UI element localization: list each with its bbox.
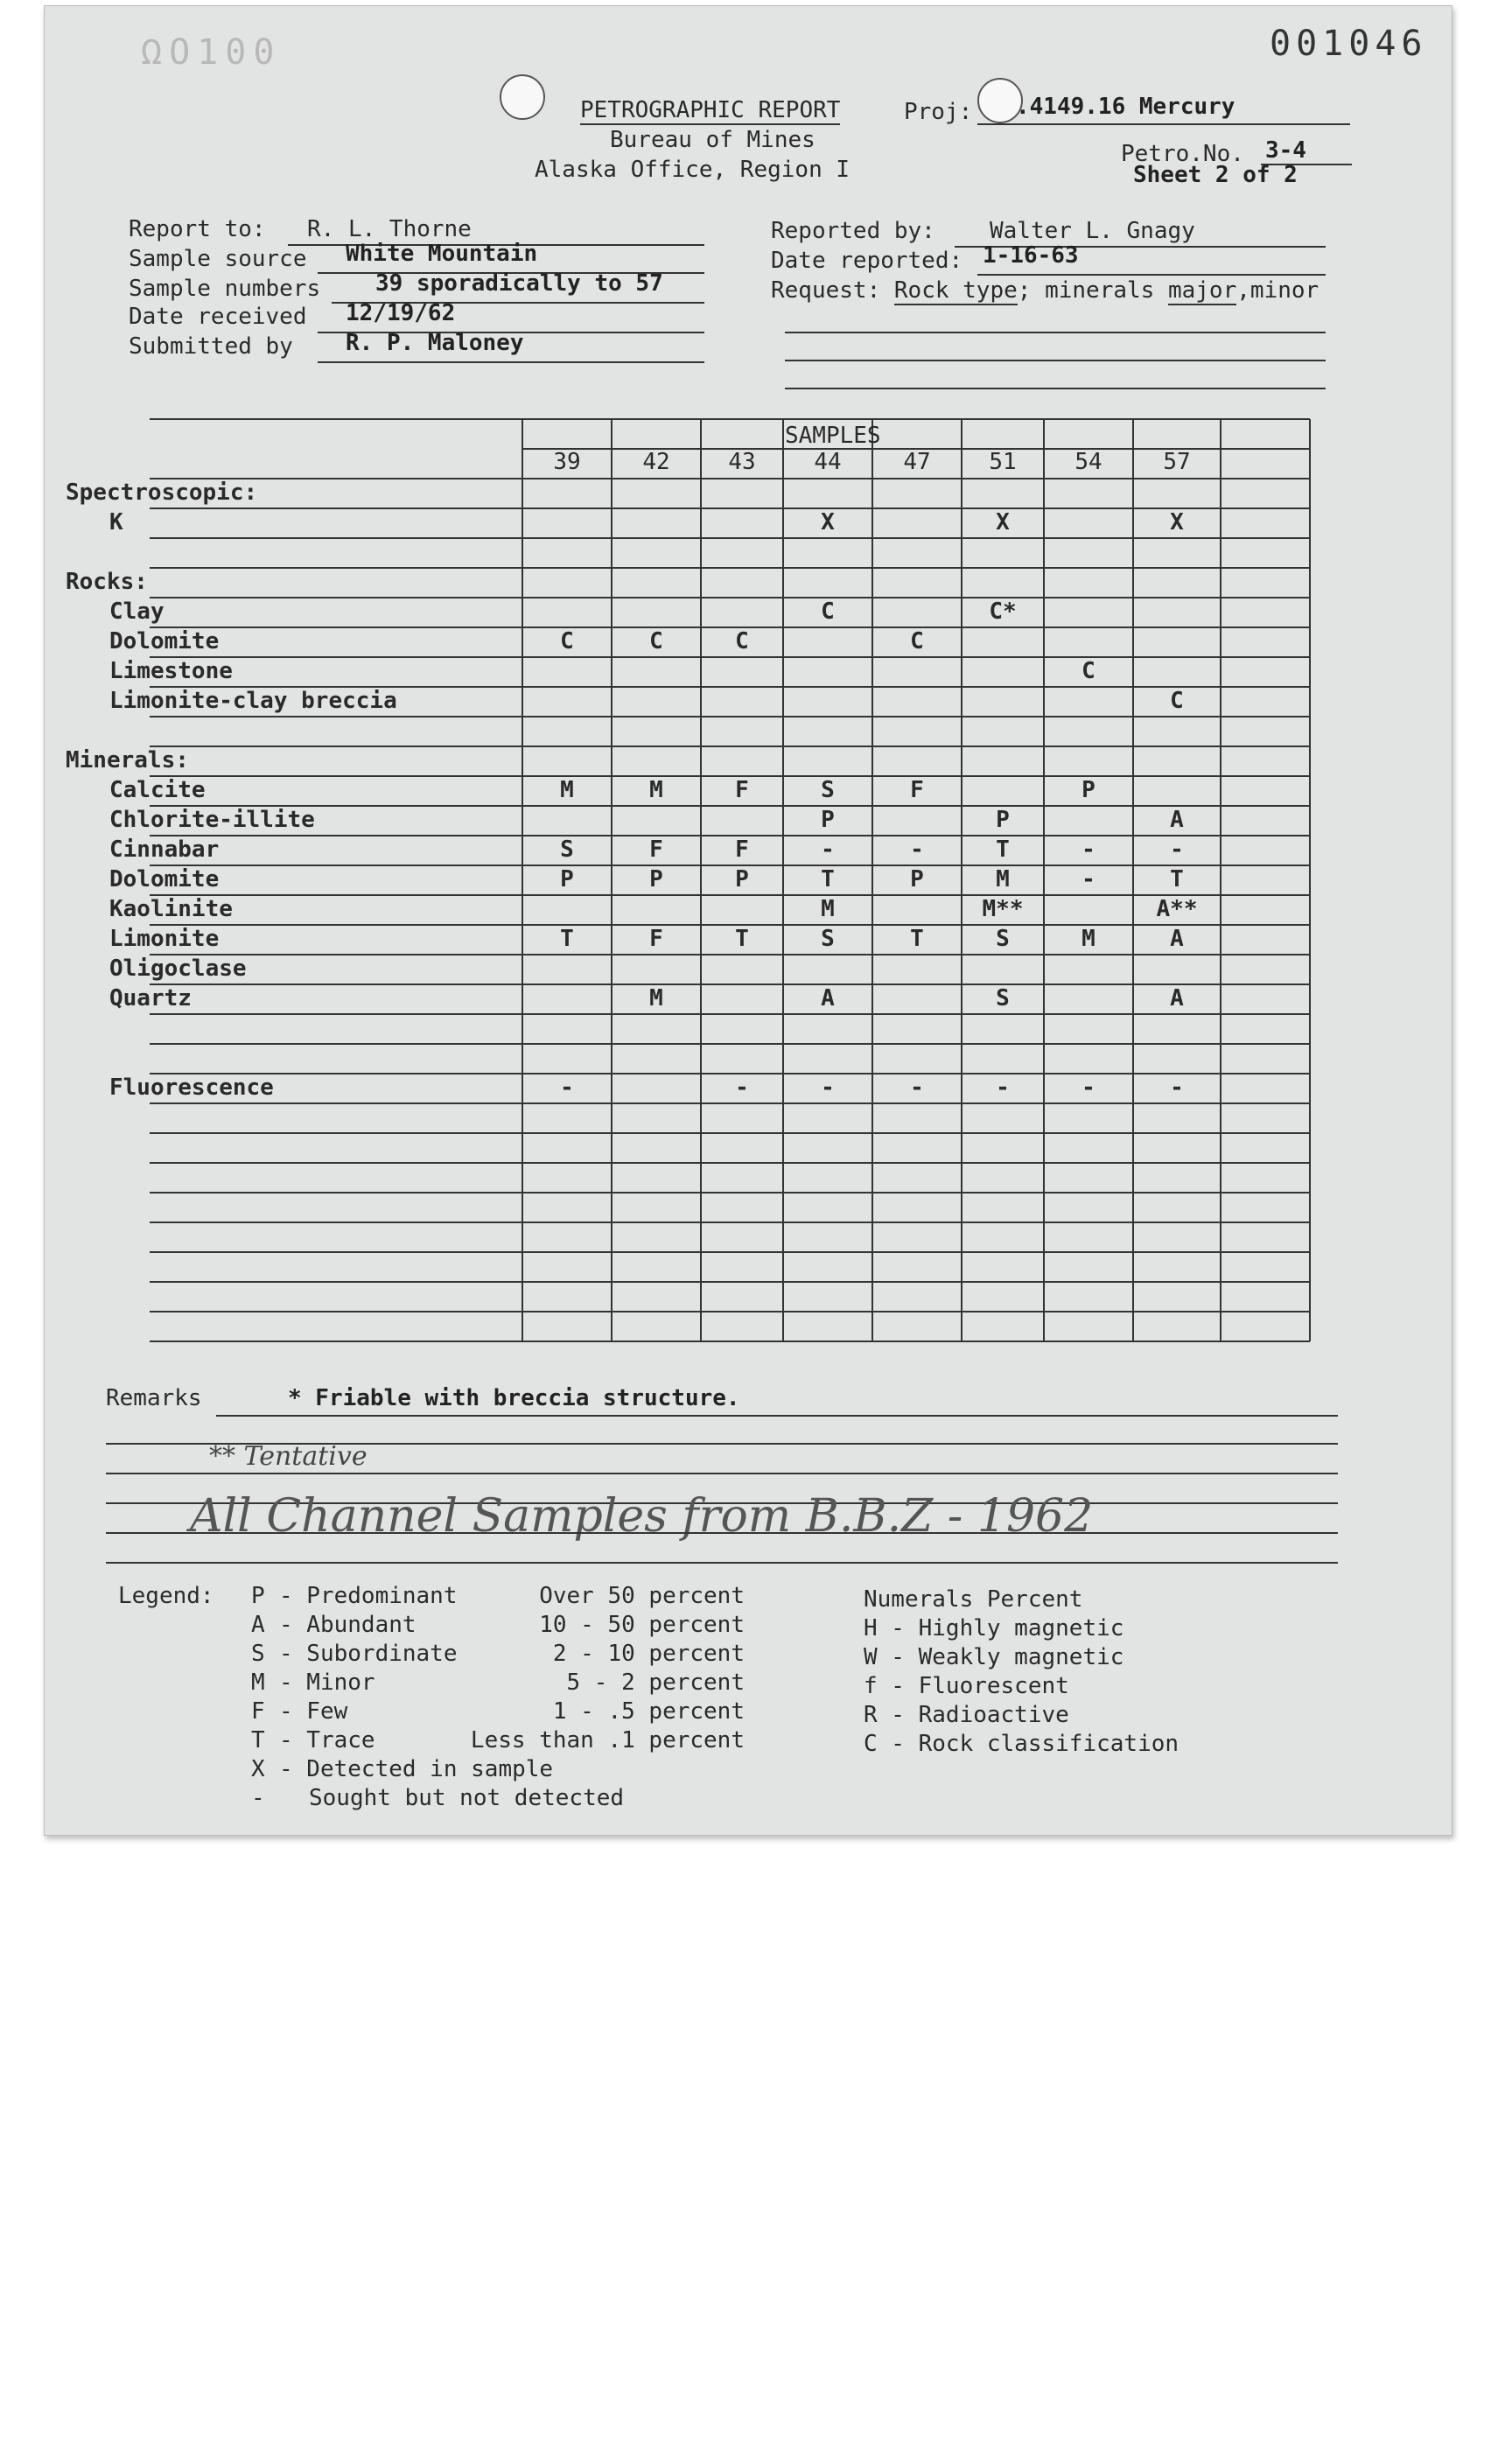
column-header: 43 bbox=[728, 449, 756, 475]
table-cell: P bbox=[910, 866, 924, 892]
proj-value: .4149.16 Mercury bbox=[1016, 94, 1236, 120]
table-cell: P bbox=[821, 807, 835, 833]
row-label: Calcite bbox=[109, 777, 206, 803]
legend-right-item: W - Weakly magnetic bbox=[864, 1644, 1124, 1670]
table-cell: - bbox=[1082, 836, 1096, 863]
table-cell: F bbox=[735, 777, 749, 803]
table-cell: X bbox=[1170, 509, 1184, 536]
table-cell: M bbox=[1082, 926, 1096, 952]
table-cell: T bbox=[996, 836, 1010, 863]
column-header: 57 bbox=[1163, 449, 1191, 475]
header-line3: Alaska Office, Region I bbox=[535, 157, 850, 183]
column-header: 42 bbox=[642, 449, 670, 475]
legend-range: Less than .1 percent bbox=[470, 1727, 745, 1754]
table-cell: C bbox=[910, 628, 924, 654]
header-line2: Bureau of Mines bbox=[610, 127, 816, 153]
table-cell: - bbox=[821, 1074, 835, 1101]
table-cell: - bbox=[560, 1074, 574, 1101]
report-to-label: Report to: bbox=[129, 216, 266, 242]
remarks-underline-3 bbox=[106, 1473, 1338, 1474]
legend-range: 5 - 2 percent bbox=[566, 1670, 745, 1696]
legend-range: 10 - 50 percent bbox=[539, 1612, 745, 1638]
table-cell: S bbox=[821, 777, 835, 803]
table-cell: P bbox=[996, 807, 1010, 833]
legend-code: S bbox=[251, 1641, 265, 1667]
legend-right-item: f - Fluorescent bbox=[864, 1673, 1069, 1699]
legend-name: - Abundant bbox=[279, 1612, 416, 1638]
legend-name: - Trace bbox=[279, 1727, 375, 1754]
remarks-line3: All Channel Samples from B.B.Z - 1962 bbox=[190, 1490, 1094, 1543]
row-label: Chlorite-illite bbox=[109, 807, 315, 833]
report-to-value: R. L. Thorne bbox=[307, 216, 472, 242]
table-cell: - bbox=[996, 1074, 1010, 1101]
request-line-1 bbox=[785, 332, 1326, 333]
table-cell: C bbox=[821, 598, 835, 625]
table-cell: A bbox=[1170, 985, 1184, 1012]
table-cell: - bbox=[1170, 836, 1184, 863]
table-cell: - bbox=[821, 836, 835, 863]
row-label: Kaolinite bbox=[109, 896, 233, 922]
legend-label: Legend: bbox=[118, 1583, 214, 1609]
table-cell: S bbox=[996, 985, 1010, 1012]
table-cell: T bbox=[735, 926, 749, 952]
table-cell: - bbox=[1082, 866, 1096, 892]
table-cell: T bbox=[1170, 866, 1184, 892]
report-sheet bbox=[44, 5, 1452, 1836]
sample-source-value: White Mountain bbox=[346, 241, 538, 267]
remarks-line1: * Friable with breccia structure. bbox=[288, 1385, 740, 1411]
table-cell: F bbox=[910, 777, 924, 803]
table-cell: T bbox=[910, 926, 924, 952]
table-cell: T bbox=[821, 866, 835, 892]
sample-numbers-value: 39 sporadically to 57 bbox=[375, 270, 663, 297]
date-reported-underline bbox=[977, 274, 1326, 276]
reported-by-label: Reported by: bbox=[771, 218, 935, 244]
proj-underline bbox=[977, 123, 1350, 125]
legend-range: 1 - .5 percent bbox=[552, 1698, 745, 1725]
request-rock-type: Rock type bbox=[893, 277, 1018, 304]
remarks-line2: ** Tentative bbox=[209, 1441, 368, 1472]
table-cell: C bbox=[1082, 658, 1096, 684]
column-header: 44 bbox=[814, 449, 842, 475]
faint-stamp: ΩO100 bbox=[141, 32, 282, 73]
request-line-3 bbox=[785, 388, 1326, 389]
table-cell: P bbox=[1082, 777, 1096, 803]
table-cell: M bbox=[996, 866, 1010, 892]
sample-numbers-label: Sample numbers bbox=[129, 276, 321, 302]
row-label: Limestone bbox=[109, 658, 233, 684]
table-cell: - bbox=[910, 1074, 924, 1101]
submitted-by-label: Submitted by bbox=[129, 333, 293, 360]
table-cell: C bbox=[735, 628, 749, 654]
report-title: PETROGRAPHIC REPORT bbox=[580, 97, 841, 123]
table-cell: P bbox=[560, 866, 574, 892]
submitted-by-underline bbox=[318, 361, 704, 363]
column-header: 54 bbox=[1074, 449, 1102, 475]
table-cell: T bbox=[560, 926, 574, 952]
table-cell: - bbox=[735, 1074, 749, 1101]
request-line-2 bbox=[785, 360, 1326, 361]
remarks-label: Remarks bbox=[106, 1385, 202, 1411]
table-cell: S bbox=[821, 926, 835, 952]
table-cell: C bbox=[560, 628, 574, 654]
legend-code: T bbox=[251, 1727, 265, 1754]
table-cell: - bbox=[1082, 1074, 1096, 1101]
remarks-underline-6 bbox=[106, 1562, 1338, 1564]
table-cell: S bbox=[996, 926, 1010, 952]
row-label: Quartz bbox=[109, 985, 192, 1012]
table-cell: - bbox=[910, 836, 924, 863]
request-line: Request: Rock type; minerals major,minor bbox=[771, 277, 1320, 304]
section-title: Spectroscopic: bbox=[66, 480, 258, 506]
table-cell: C bbox=[1170, 688, 1184, 714]
legend-name: - Predominant bbox=[279, 1583, 458, 1609]
sheet-number: Sheet 2 of 2 bbox=[1133, 162, 1298, 188]
table-cell: A bbox=[1170, 926, 1184, 952]
table-cell: M bbox=[560, 777, 574, 803]
table-cell: A** bbox=[1156, 896, 1198, 922]
row-label: Oligoclase bbox=[109, 956, 247, 982]
table-cell: A bbox=[821, 985, 835, 1012]
proj-label: Proj: bbox=[904, 99, 973, 125]
table-cell: M bbox=[649, 777, 663, 803]
table-cell: F bbox=[649, 926, 663, 952]
date-received-label: Date received bbox=[129, 304, 307, 330]
legend-right-item: H - Highly magnetic bbox=[864, 1615, 1124, 1642]
row-label: Limonite-clay breccia bbox=[109, 688, 397, 714]
table-cell: M** bbox=[982, 896, 1024, 922]
row-label: Limonite bbox=[109, 926, 220, 952]
row-label: Dolomite bbox=[109, 866, 220, 892]
table-cell: M bbox=[821, 896, 835, 922]
table-cell: X bbox=[821, 509, 835, 536]
date-reported-value: 1-16-63 bbox=[983, 242, 1079, 269]
date-received-value: 12/19/62 bbox=[346, 300, 456, 326]
table-cell: P bbox=[735, 866, 749, 892]
legend-right-item: C - Rock classification bbox=[864, 1731, 1180, 1757]
row-label: K bbox=[109, 509, 123, 536]
legend-right-item: Numerals Percent bbox=[864, 1586, 1083, 1613]
table-cell: F bbox=[735, 836, 749, 863]
legend-name: - Minor bbox=[279, 1670, 375, 1696]
section-title: Minerals: bbox=[66, 747, 189, 774]
date-reported-label: Date reported: bbox=[771, 248, 963, 274]
document-number: 001046 bbox=[1270, 24, 1428, 64]
remarks-underline-1 bbox=[216, 1415, 1338, 1417]
reported-by-value: Walter L. Gnagy bbox=[990, 218, 1195, 244]
table-cell: A bbox=[1170, 807, 1184, 833]
column-header: 39 bbox=[553, 449, 581, 475]
row-label: Dolomite bbox=[109, 628, 220, 654]
table-cell: - bbox=[1170, 1074, 1184, 1101]
legend-name: Sought but not detected bbox=[309, 1785, 625, 1811]
legend-code: M bbox=[251, 1670, 265, 1696]
row-label: Fluorescence bbox=[109, 1074, 274, 1101]
samples-header: SAMPLES bbox=[785, 423, 881, 449]
table-cell: C* bbox=[989, 598, 1017, 625]
legend-name: - Detected in sample bbox=[279, 1756, 554, 1782]
row-label: Cinnabar bbox=[109, 836, 220, 863]
petro-label: Petro.No. bbox=[1121, 141, 1244, 167]
legend-name: - Subordinate bbox=[279, 1641, 458, 1667]
table-cell: X bbox=[996, 509, 1010, 536]
punch-hole-left bbox=[500, 74, 545, 120]
table-cell: S bbox=[560, 836, 574, 863]
sample-source-label: Sample source bbox=[129, 246, 307, 272]
table-cell: P bbox=[649, 866, 663, 892]
remarks-underline-5 bbox=[106, 1532, 1338, 1534]
table-cell: F bbox=[649, 836, 663, 863]
legend-code: X bbox=[251, 1756, 265, 1782]
legend-code: P bbox=[251, 1583, 265, 1609]
column-header: 51 bbox=[989, 449, 1017, 475]
legend-code: A bbox=[251, 1612, 265, 1638]
legend-name: - Few bbox=[279, 1698, 348, 1725]
legend-code: F bbox=[251, 1698, 265, 1725]
request-major: major bbox=[1167, 277, 1237, 304]
table-cell: M bbox=[649, 985, 663, 1012]
legend-range: Over 50 percent bbox=[539, 1583, 745, 1609]
column-header: 47 bbox=[903, 449, 931, 475]
row-label: Clay bbox=[109, 598, 164, 625]
legend-code: - bbox=[251, 1785, 265, 1811]
legend-right-item: R - Radioactive bbox=[864, 1702, 1069, 1728]
section-title: Rocks: bbox=[66, 569, 148, 595]
legend-range: 2 - 10 percent bbox=[552, 1641, 745, 1667]
submitted-by-value: R. P. Maloney bbox=[346, 330, 524, 356]
petro-value: 3-4 bbox=[1265, 137, 1306, 164]
table-cell: C bbox=[649, 628, 663, 654]
